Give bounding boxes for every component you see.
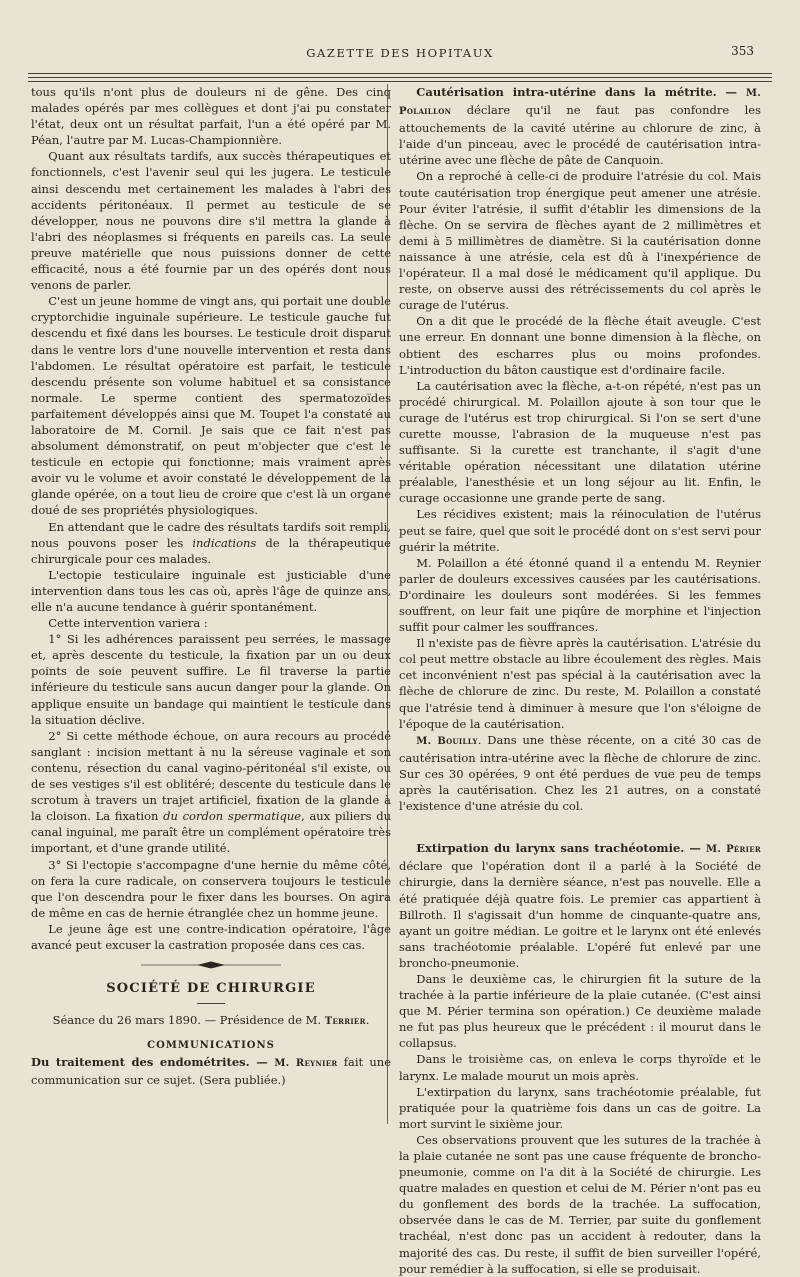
- paragraph: M. Polaillon a été étonné quand il a entendu M. Reynier parler de douleurs excessives causées par les cautérisations. D'ordinaire les douleurs sont modérées. Si les femmes souffrent, on leur fait une piqûre de morphine et l'injection suffit pour calmer les souffrances.: [399, 555, 761, 635]
- paragraph: Le jeune âge est une contre-indication opératoire, l'âge avancé peut excuser la castration proposée dans ces cas.: [31, 921, 391, 952]
- text-run: 2° Si cette méthode échoue, on aura recours au procédé sanglant : incision mettant à nu la séreuse vaginale et son contenu, résection du canal vagino-péritonéal s'il existe, ou de ses vestiges s'il est oblitéré; descente du testicule dans le scrotum à travers un trajet artificiel, fixation de la glande à la cloison. La fixation: [31, 728, 391, 824]
- paragraph: Cette intervention variera :: [48, 616, 208, 631]
- paragraph: Quant aux résultats tardifs, aux succès thérapeutiques et fonctionnels, c'est l'avenir seul qui les jugera. Le testicule ainsi descendu met certainement les malades à l'abri des accidents péritonéaux. Il permet au testicule de se développer, nous ne pouvons dire s'il mettra la glande à l'abri des néoplasmes si fréquents en pareils cas. La seule preuve matérielle que nous puissions donner de cette efficacité, nous a été fournie par un des opérés dont nous venons de parler.: [31, 149, 391, 293]
- paragraph: Les récidives existent; mais la réinoculation de l'utérus peut se faire, quel que soit le procédé dont on s'est servi pour guérir la métrite.: [399, 507, 761, 554]
- paragraph: [31, 1054, 391, 1088]
- paragraph: 3° Si l'ectopie s'accompagne d'une hernie du même côté, on fera la cure radicale, on conservera toujours le testicule que l'on descendra pour le fixer dans les bourses. On agira de même en cas de hernie étranglée chez un homme jeune.: [31, 857, 391, 920]
- speaker-name: M. Reynier: [274, 1058, 338, 1070]
- text-run: En attendant que le cadre des résultats tardifs soit rempli, nous pouvons poser les: [31, 519, 391, 550]
- ornament-divider: [141, 961, 281, 969]
- right-column: [399, 84, 761, 1277]
- paragraph: Dans le troisième cas, on enleva le corps thyroïde et le larynx. Le malade mourut un mois après.: [399, 1052, 761, 1083]
- text-run: fait une communication sur ce sujet. (Sera publiée.): [31, 1055, 391, 1088]
- paragraph: [31, 519, 391, 567]
- paragraph: On a dit que le procédé de la flèche était aveugle. C'est une erreur. En donnant une bonne dimension à la flèche, on obtient des escharres plus ou moins profondes. L'introduction du bâton caustique est d'ordinaire facile.: [399, 314, 761, 377]
- header-rule: [28, 81, 772, 82]
- spacer: [399, 814, 761, 840]
- page-number: 353: [731, 44, 754, 58]
- paragraph: 1° Si les adhérences paraissent peu serrées, le massage et, après descente du testicule, la fixation par un ou deux points de soie peuvent suffire. Le fil traverse la partie inférieure du testicule sans aucun danger pour la glande. On applique ensuite un bandage qui maintient le testicule dans la situation déclive.: [31, 632, 391, 727]
- text-run: . Dans une thèse récente, on a cité 30 cas de cautérisation intra-utérine avec la flèche de chlorure de zinc. Sur ces 30 opérées, 9 ont été perdues de vue peu de temps après la cautérisation. Chez les 21 autres, on a constaté l'existence d'une atrésie du col.: [399, 732, 761, 814]
- president-name: Terrier: [324, 1016, 366, 1028]
- text-run: Séance du 26 mars 1890. — Présidence de M.: [52, 1013, 325, 1028]
- page-header: [28, 44, 772, 66]
- speaker-name: M. Polaillon: [399, 88, 761, 118]
- paragraph: Dans le deuxième cas, le chirurgien fit la suture de la trachée à la partie inférieure de la plaie cutanée. (C'est ainsi que M. Périer termina son opération.) Ce deuxième malade ne fut pas plus heureux que le précédent : il mourut dans le collapsus.: [399, 971, 761, 1051]
- paragraph: On a reproché à celle-ci de produire l'atrésie du col. Mais toute cautérisation trop énergique peut amener une atrésie. Pour éviter l'atrésie, il suffit d'établir les dimensions de la flèche. On se servira de flèches ayant de 2 millimètres et demi à 5 millimètres de diamètre. Si la cautérisation donne naissance à une atrésie, cela est dû à l'inexpérience de l'opérateur. Il a mal dosé le médicament qu'il applique. Du reste, on observe aussi des rétrécissements du col après le curage de l'utérus.: [399, 169, 761, 313]
- paragraph: L'ectopie testiculaire inguinale est justiciable d'une intervention dans tous les cas où, après l'âge de quinze ans, elle n'a aucune tendance à guérir spontanément.: [31, 567, 391, 614]
- paragraph: tous qu'ils n'ont plus de douleurs ni de gêne. Des cinq malades opérés par mes collègues et dont j'ai pu constater l'état, deux ont un résultat parfait, l'un a été opéré par M. Péan, l'autre par M. Lucas-Championnière.: [31, 85, 391, 148]
- emphasis-text: indications: [192, 535, 257, 550]
- item-heading: Cautérisation intra-utérine dans la métrite. —: [416, 85, 746, 99]
- paragraph: C'est un jeune homme de vingt ans, qui portait une double cryptorchidie inguinale supérieure. Le testicule gauche fut descendu et fixé dans les bourses. Le testicule droit disparut dans le ventre lors d'une nouvelle intervention et resta dans l'abdomen. Le résultat opératoire est parfait, le testicule descendu présente son volume habituel et sa consistance normale. Le sperme contient des spermatozoïdes parfaitement développés ainsi que M. Toupet l'a constaté au laboratoire de M. Cornil. Je sais que ce fait n'est pas absolument démonstratif, on peut m'objecter que c'est le testicule en ectopie qui fonctionne; mais vraiment après avoir vu le volume et avoir constaté le développement de la glande opérée, on a tout lieu de croire que c'est là un organe doué de ses propriétés physiologiques.: [31, 294, 391, 518]
- speaker-name: M. Périer: [706, 844, 761, 856]
- journal-title: GAZETTE DES HOPITAUX: [306, 46, 494, 60]
- speaker-name: M. Bouilly: [416, 735, 478, 747]
- text-run: déclare qu'il ne faut pas confondre les attouchements de la cavité utérine au chlorure de zinc, à l'aide d'un pinceau, avec le procédé de cautérisation intra-utérine avec une flèche de pâte de Canquoin.: [399, 103, 761, 168]
- left-column: [31, 84, 391, 1089]
- header-rule: [28, 73, 772, 74]
- emphasis-text: du cordon spermatique: [163, 809, 302, 824]
- paragraph: La cautérisation avec la flèche, a-t-on répété, n'est pas un procédé chirurgical. M. Polaillon ajoute à son tour que le curage de l'utérus est trop chirurgical. Si l'on se sert d'une curette mousse, l'abrasion de la muqueuse n'est pas suffisante. Si la curette est tranchante, il s'agit d'une véritable opération nécessitant une dilatation utérine préalable, l'anesthésie et un long séjour au lit. Enfin, le curage occasionne une grande perte de sang.: [399, 378, 761, 506]
- session-line: [31, 1012, 391, 1030]
- subsection-title: COMMUNICATIONS: [147, 1040, 275, 1052]
- divider: [197, 1003, 225, 1004]
- section-title: SOCIÉTÉ DE CHIRURGIE: [106, 981, 316, 997]
- paragraph: [399, 840, 761, 971]
- paragraph: Ces observations prouvent que les sutures de la trachée à la plaie cutanée ne sont pas une cause fréquente de broncho-pneumonie, comme on l'a dit à la Société de chirurgie. Les quatre malades en question et celui de M. Périer n'ont pas eu du gonflement des bords de la trachée. La suffocation, observée dans le cas de M. Terrier, par suite du gonflement trachéal, n'est donc pas un accident à redouter, dans la majorité des cas. Du reste, il suffit de bien surveiller l'opéré, pour remédier à la suffocation, si elle se produisait.: [399, 1132, 761, 1276]
- text-run: , aux piliers du canal inguinal, me paraît être un complément opératoire très important, et d'une grande utilité.: [31, 809, 391, 856]
- paragraph: L'extirpation du larynx, sans trachéotomie préalable, fut pratiquée pour la quatrième fois dans un cas de goitre. La mort survint le sixième jour.: [399, 1084, 761, 1131]
- paragraph: [31, 728, 391, 857]
- text-run: déclare que l'opération dont il a parlé à la Société de chirurgie, dans la dernière séance, n'est pas nouvelle. Elle a été pratiquée déjà quatre fois. Le premier cas appartient à Billroth. Il s'agissait d'un homme de cinquante-quatre ans, ayant un goitre médian. Le goitre et le larynx ont été enlevés sans trachéotomie préalable. L'opéré fut enlevé par une broncho-pneumonie.: [399, 859, 761, 970]
- paragraph: [399, 84, 761, 168]
- paragraph: Il n'existe pas de fièvre après la cautérisation. L'atrésie du col peut mettre obstacle au libre écoulement des règles. Mais cet inconvénient n'est pas spécial à la cautérisation avec la flèche de chlorure de zinc. Du reste, M. Polaillon a constaté que l'atrésie tend à diminuer à mesure que l'on s'éloigne de l'époque de la cautérisation.: [399, 636, 761, 731]
- text-run: .: [365, 1013, 370, 1028]
- header-rule: [28, 77, 772, 78]
- item-heading: Extirpation du larynx sans trachéotomie. —: [416, 841, 707, 856]
- item-heading: Du traitement des endométrites. —: [31, 1055, 275, 1070]
- text-run: de la thérapeutique chirurgicale pour ces malades.: [31, 535, 391, 566]
- paragraph: [399, 732, 761, 814]
